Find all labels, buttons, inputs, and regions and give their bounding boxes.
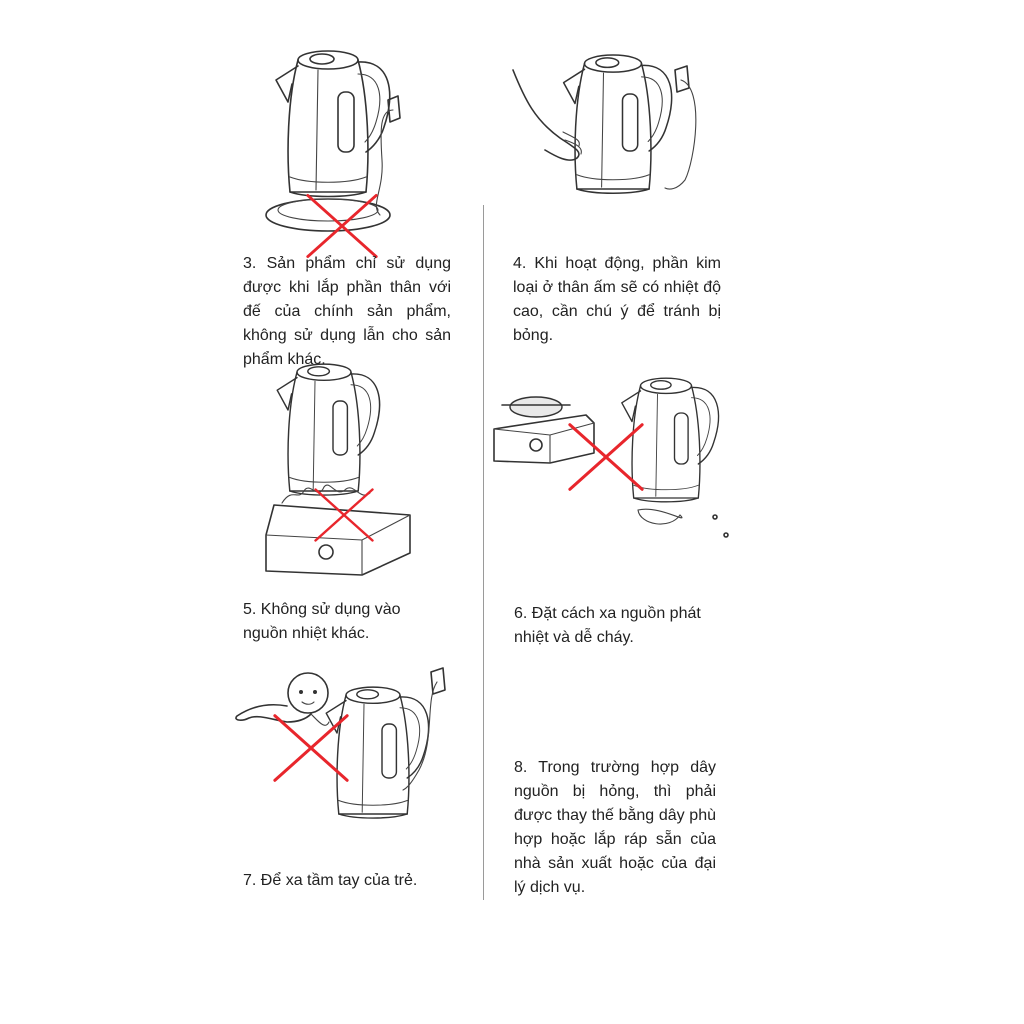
instruction-7 — [225, 660, 460, 835]
hand-icon — [513, 70, 579, 160]
instruction-8-body: Trong trường hợp dây nguồn bị hỏng, thì phải được thay thế bằng dây phù hợp hoặc lắp ráp sẵn của nhà sản xuất hoặc của đại lý dịch vụ. — [514, 759, 716, 896]
kettle-on-base-illustration — [240, 30, 460, 240]
instruction-6 — [490, 365, 740, 550]
wall-outlet — [388, 96, 400, 122]
instruction-8-number: 8. — [514, 759, 528, 776]
wall-outlet — [675, 66, 689, 92]
column-divider — [483, 205, 484, 900]
kettle-on-gas-stove-illustration — [262, 375, 422, 585]
instruction-7-number: 7. — [243, 872, 257, 889]
pot-icon — [510, 397, 562, 417]
kettle-near-stove-illustration — [490, 365, 740, 550]
baby-icon — [288, 673, 328, 713]
instruction-5-number: 5. — [243, 601, 257, 618]
water-spill — [638, 509, 682, 524]
instruction-7-body: Để xa tầm tay của trẻ. — [260, 872, 418, 889]
instruction-5-body: Không sử dụng vào nguồn nhiệt khác. — [243, 601, 401, 642]
stove-icon — [494, 415, 594, 463]
instruction-4-text — [513, 252, 721, 348]
instruction-6-number: 6. — [514, 605, 528, 622]
baby-near-kettle-illustration — [225, 660, 460, 835]
instruction-5-text — [243, 598, 443, 646]
instruction-4-body: Khi hoạt động, phần kim loại ở thân ấm sẽ có nhiệt độ cao, cần chú ý để tránh bị bỏng. — [513, 255, 722, 344]
instruction-3 — [240, 30, 460, 240]
instruction-5 — [262, 375, 422, 585]
instruction-6-body: Đặt cách xa nguồn phát nhiệt và dễ cháy. — [514, 605, 701, 646]
hand-touching-kettle-illustration — [505, 40, 735, 220]
instruction-3-body: Sản phẩm chỉ sử dụng được khi lắp phần thân với đế của chính sản phẩm, không sử dụng lẫn cho sản phẩm khác. — [243, 255, 451, 368]
instruction-4 — [505, 40, 735, 220]
instruction-8-text — [514, 756, 716, 900]
instruction-3-number: 3. — [243, 255, 257, 272]
instruction-6-text — [514, 602, 734, 650]
instruction-4-number: 4. — [513, 255, 527, 272]
gas-stove-icon — [266, 505, 410, 575]
instruction-3-text — [243, 252, 451, 372]
instruction-7-text — [243, 869, 463, 893]
